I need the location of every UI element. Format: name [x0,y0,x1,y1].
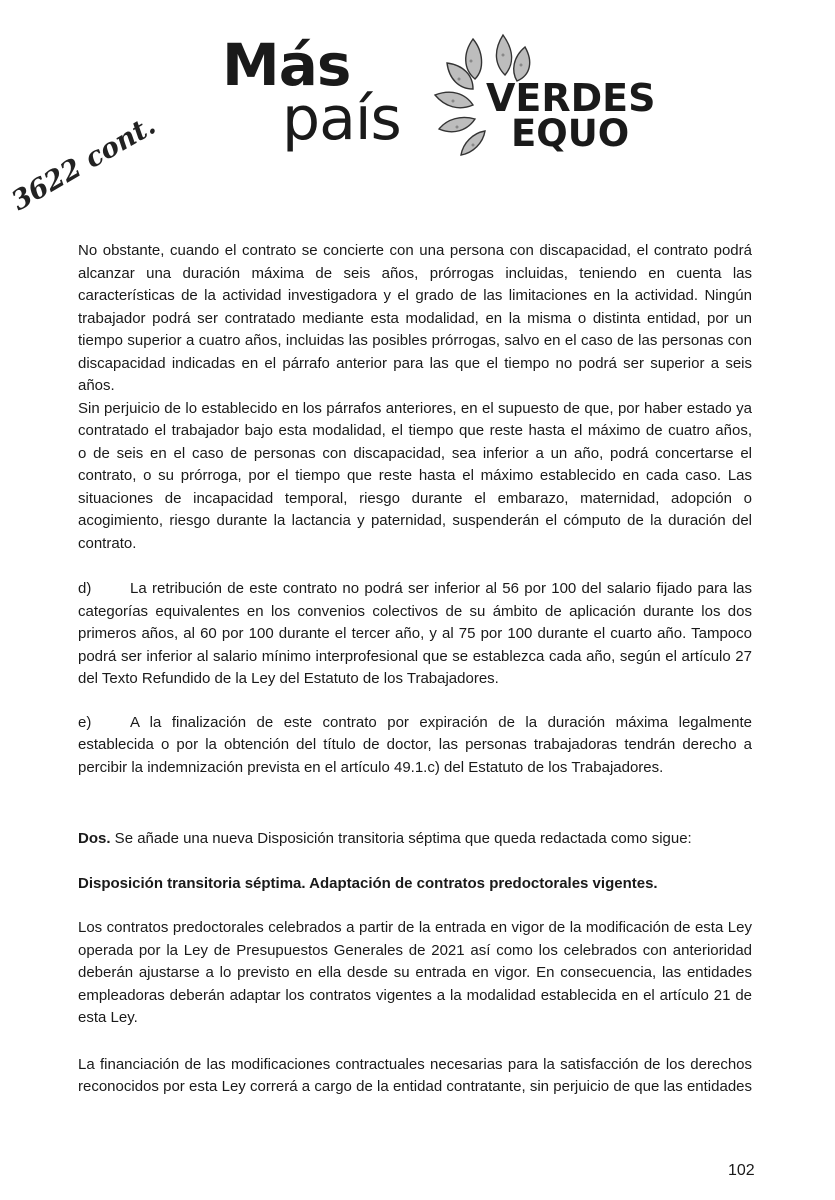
intro-paragraph [78,240,752,555]
text-line: características de la actividad investigadora y el grado de las limitaciones en la actividad. Ningún [78,287,752,304]
logo-pais-text: país [282,84,401,154]
text-line: percibir la indemnización prevista en el artículo 49.1.c) del Estatuto de los Trabajadores. [78,758,664,776]
document-body [78,240,752,1099]
text-line: situaciones de incapacidad temporal, riesgo durante el embarazo, maternidad, adopción o [78,489,752,507]
text-line: discapacidad indicadas en el párrafo anterior para las que el tiempo no podrá ser superior a seis años. [78,354,752,394]
text-line: deberán ajustarse a lo previsto en ella desde su entrada en vigor. En consecuencia, las entidades [78,964,752,981]
text-line: contrato. [78,534,137,552]
text-line: contrato, o su prórroga, por el tiempo que reste hasta el máximo establecido en cada caso. Las [78,467,752,484]
text-line: establecida o por la obtención del título de doctor, las personas trabajadoras tendrán derecho a [78,736,752,753]
text-line: operada por la Ley de Presupuestos Generales de 2021 así como los celebrados con anterioridad [78,941,752,959]
text-line: tiempo superior a cuatro años, incluidas las posibles prórrogas, salvo en el caso de las personas con [78,332,752,349]
item-e-letter: e) [78,713,92,731]
dos-text: Se añade una nueva Disposición transitoria séptima que queda redactada como sigue: [110,830,692,847]
item-d-letter: d) [78,580,92,597]
paragraph-1 [78,917,752,1030]
text-line: esta Ley. [78,1009,138,1026]
section-heading: Disposición transitoria séptima. Adaptación de contratos predoctorales vigentes. [78,874,658,892]
dos-label: Dos. [78,830,111,847]
text-line: Sin perjuicio de lo establecido en los párrafos anteriores, en el supuesto de que, por haber estado ya [78,399,752,417]
text-line: La financiación de las modificaciones contractuales necesarias para la satisfacción de los derechos [78,1055,752,1073]
paragraph-2 [78,1054,752,1099]
page-number: 102 [728,1162,755,1179]
logo-verdes-text: VERDES [486,76,656,120]
text-line: trabajador podrá ser contratado mediante esta modalidad, en la misma o distinta entidad, por un [78,309,752,327]
logo-mas-text: Más [222,31,351,99]
text-line: reconocidos por esta Ley correrá a cargo de la entidad contratante, sin perjuicio de que las entidades [78,1078,752,1095]
dos-paragraph [78,828,752,851]
verdes-equo-logo [486,76,656,155]
text-line: No obstante, cuando el contrato se concierte con una persona con discapacidad, el contrato podrá [78,242,752,259]
logo-equo-text: EQUO [511,112,630,155]
text-line: contratado el trabajador bajo esta modalidad, el tiempo que reste hasta el máximo de cuatro años, [78,422,752,439]
handwritten-annotation: 3622 cont. [6,109,161,217]
text-line: acogimiento, riesgo durante la lactancia y paternidad, suspenderán el cómputo de la duración del [78,512,752,529]
text-line: categorías equivalentes en los convenios colectivos de su ámbito de aplicación durante los dos [78,602,752,620]
item-e-paragraph [78,712,752,780]
text-line: La retribución de este contrato no podrá ser inferior al 56 por 100 del salario fijado para las [130,580,752,597]
mas-pais-logo [222,31,401,154]
item-d-paragraph [78,578,752,691]
item-e-first-row [78,712,752,735]
text-line: Los contratos predoctorales celebrados a partir de la entrada en vigor de la modificación de esta Ley [78,919,752,936]
text-line: alcanzar una duración máxima de seis años, prórrogas incluidas, teniendo en cuenta las [78,264,752,282]
text-line: A la finalización de este contrato por expiración de la duración máxima legalmente [130,713,752,731]
text-line: empleadoras deberán adaptar los contratos vigentes a la modalidad establecida en el artículo 21 de [78,986,752,1004]
text-line: o de seis en el caso de personas con discapacidad, sea inferior a un año, podrá concertarse el [78,444,752,462]
text-line: podrá ser inferior al salario mínimo interprofesional que se establezca cada año, según el artículo 27 [78,647,752,665]
text-line: del Texto Refundido de la Ley del Estatuto de los Trabajadores. [78,670,499,687]
text-line: primeros años, al 60 por 100 durante el tercer año, y al 75 por 100 durante el cuarto año. Tampoco [78,625,752,642]
item-d-first-row [78,578,752,601]
